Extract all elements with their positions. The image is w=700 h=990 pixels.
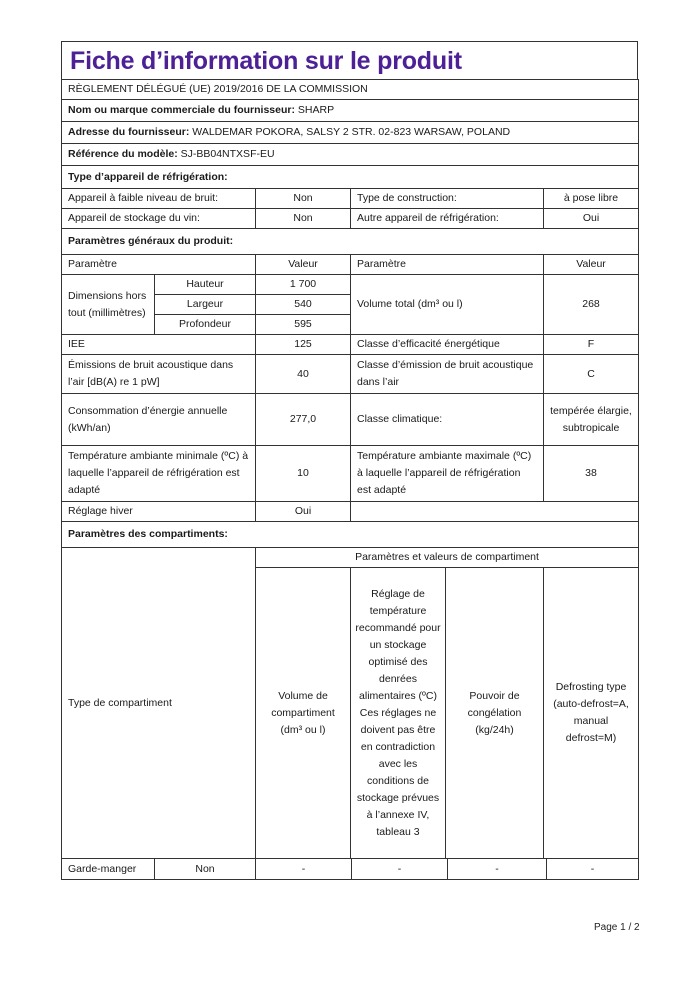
other-appliance-label: Autre appareil de réfrigération: [351,209,544,229]
iee-label: IEE [62,335,256,355]
iee-value: 125 [256,335,351,355]
model-reference-label: Référence du modèle: [68,148,178,160]
volume-header: Volume de compartiment (dm³ ou l) [256,568,351,858]
total-volume-label: Volume total (dm³ ou l) [351,275,544,335]
efficiency-class-label: Classe d’efficacité énergétique [351,335,544,355]
height-label: Hauteur [155,275,256,295]
compartment-type-header: Type de compartiment [62,548,256,859]
table-row [62,446,639,502]
construction-value: à pose libre [544,189,639,209]
supplier-address-row [62,122,639,144]
min-temperature-value: 10 [256,446,351,502]
supplier-address-value: WALDEMAR POKORA, SALSY 2 STR. 02-823 WARSAW, POLAND [192,126,511,138]
compartment-group-header-row [62,548,639,568]
noise-class-value: C [544,355,639,394]
max-temperature-label: Température ambiante maximale (ºC) à laquelle l’appareil de réfrigération est adapté [351,446,544,502]
compartments-heading-row [62,522,639,548]
winter-setting-value: Oui [256,502,351,522]
low-noise-label: Appareil à faible niveau de bruit: [62,189,256,209]
param-column-header: Paramètre [62,255,256,275]
depth-label: Profondeur [155,315,256,335]
value-column-header: Valeur [256,255,351,275]
max-temperature-value: 38 [544,446,639,502]
compartment-volume: - [256,859,352,879]
value-column-header-2: Valeur [544,255,639,275]
param-column-header-2: Paramètre [351,255,544,275]
general-params-heading-row [62,229,639,255]
product-information-sheet [61,41,638,880]
width-label: Largeur [155,295,256,315]
table-row [62,335,639,355]
appliance-type-heading: Type d’appareil de réfrigération: [62,166,639,189]
noise-emission-label: Émissions de bruit acoustique dans l’air [dB(A) re 1 pW] [62,355,256,394]
document-title: Fiche d’information sur le produit [61,41,638,79]
climate-class-label: Classe climatique: [351,394,544,446]
model-reference-row [62,144,639,166]
regulation-text: RÈGLEMENT DÉLÉGUÉ (UE) 2019/2016 DE LA COMMISSION [62,80,639,100]
appliance-type-heading-row [62,166,639,189]
compartment-name: Garde-manger [62,859,155,880]
general-header-row [62,255,639,275]
regulation-row [62,80,639,100]
model-reference-value: SJ-BB04NTXSF-EU [180,148,275,160]
supplier-address-label: Adresse du fournisseur: [68,126,190,138]
width-value: 540 [256,295,351,315]
compartment-temperature: - [352,859,448,879]
general-params-heading: Paramètres généraux du produit: [62,229,639,255]
freezing-capacity-header: Pouvoir de congélation (kg/24h) [446,568,544,858]
table-row [62,275,639,295]
energy-consumption-value: 277,0 [256,394,351,446]
compartment-group-header: Paramètres et valeurs de compartiment [256,548,639,568]
efficiency-class-value: F [544,335,639,355]
energy-consumption-label: Consommation d’énergie annuelle (kWh/an) [62,394,256,446]
table-row [62,502,639,522]
supplier-name-label: Nom ou marque commerciale du fournisseur: [68,104,295,116]
compartment-present: Non [155,859,256,880]
product-table [61,79,639,880]
compartment-defrost: - [590,863,595,875]
noise-emission-value: 40 [256,355,351,394]
wine-storage-value: Non [256,209,351,229]
supplier-name-row [62,100,639,122]
dimensions-label: Dimensions hors tout (millimètres) [62,275,155,335]
table-row [62,209,639,229]
other-appliance-value: Oui [544,209,639,229]
empty-cell [351,502,639,522]
compartment-subheaders [256,568,638,858]
height-value: 1 700 [256,275,351,295]
min-temperature-label: Température ambiante minimale (ºC) à laquelle l’appareil de réfrigération est adapté [62,446,256,502]
table-row [62,355,639,394]
defrosting-type-header: Defrosting type (auto-defrost=A, manual defrost=M) [553,681,629,744]
table-row [62,394,639,446]
low-noise-value: Non [256,189,351,209]
compartments-heading: Paramètres des compartiments: [62,522,639,548]
table-row [62,189,639,209]
table-row [62,859,639,880]
climate-class-value: tempérée élargie, subtropicale [544,394,639,446]
temperature-header: Réglage de température recommandé pour un stockage optimisé des denrées alimentaires (ºC) Ces réglages ne doivent pas être en contradiction avec les conditions de stockage prévues à l’annexe IV, tableau 3 [351,568,446,858]
noise-class-label: Classe d’émission de bruit acoustique dans l’air [351,355,544,394]
supplier-name-value: SHARP [297,104,335,116]
page-number: Page 1 / 2 [594,922,640,933]
depth-value: 595 [256,315,351,335]
construction-label: Type de construction: [351,189,544,209]
compartment-freezing: - [448,859,547,879]
wine-storage-label: Appareil de stockage du vin: [62,209,256,229]
winter-setting-label: Réglage hiver [62,502,256,522]
total-volume-value: 268 [544,275,639,335]
